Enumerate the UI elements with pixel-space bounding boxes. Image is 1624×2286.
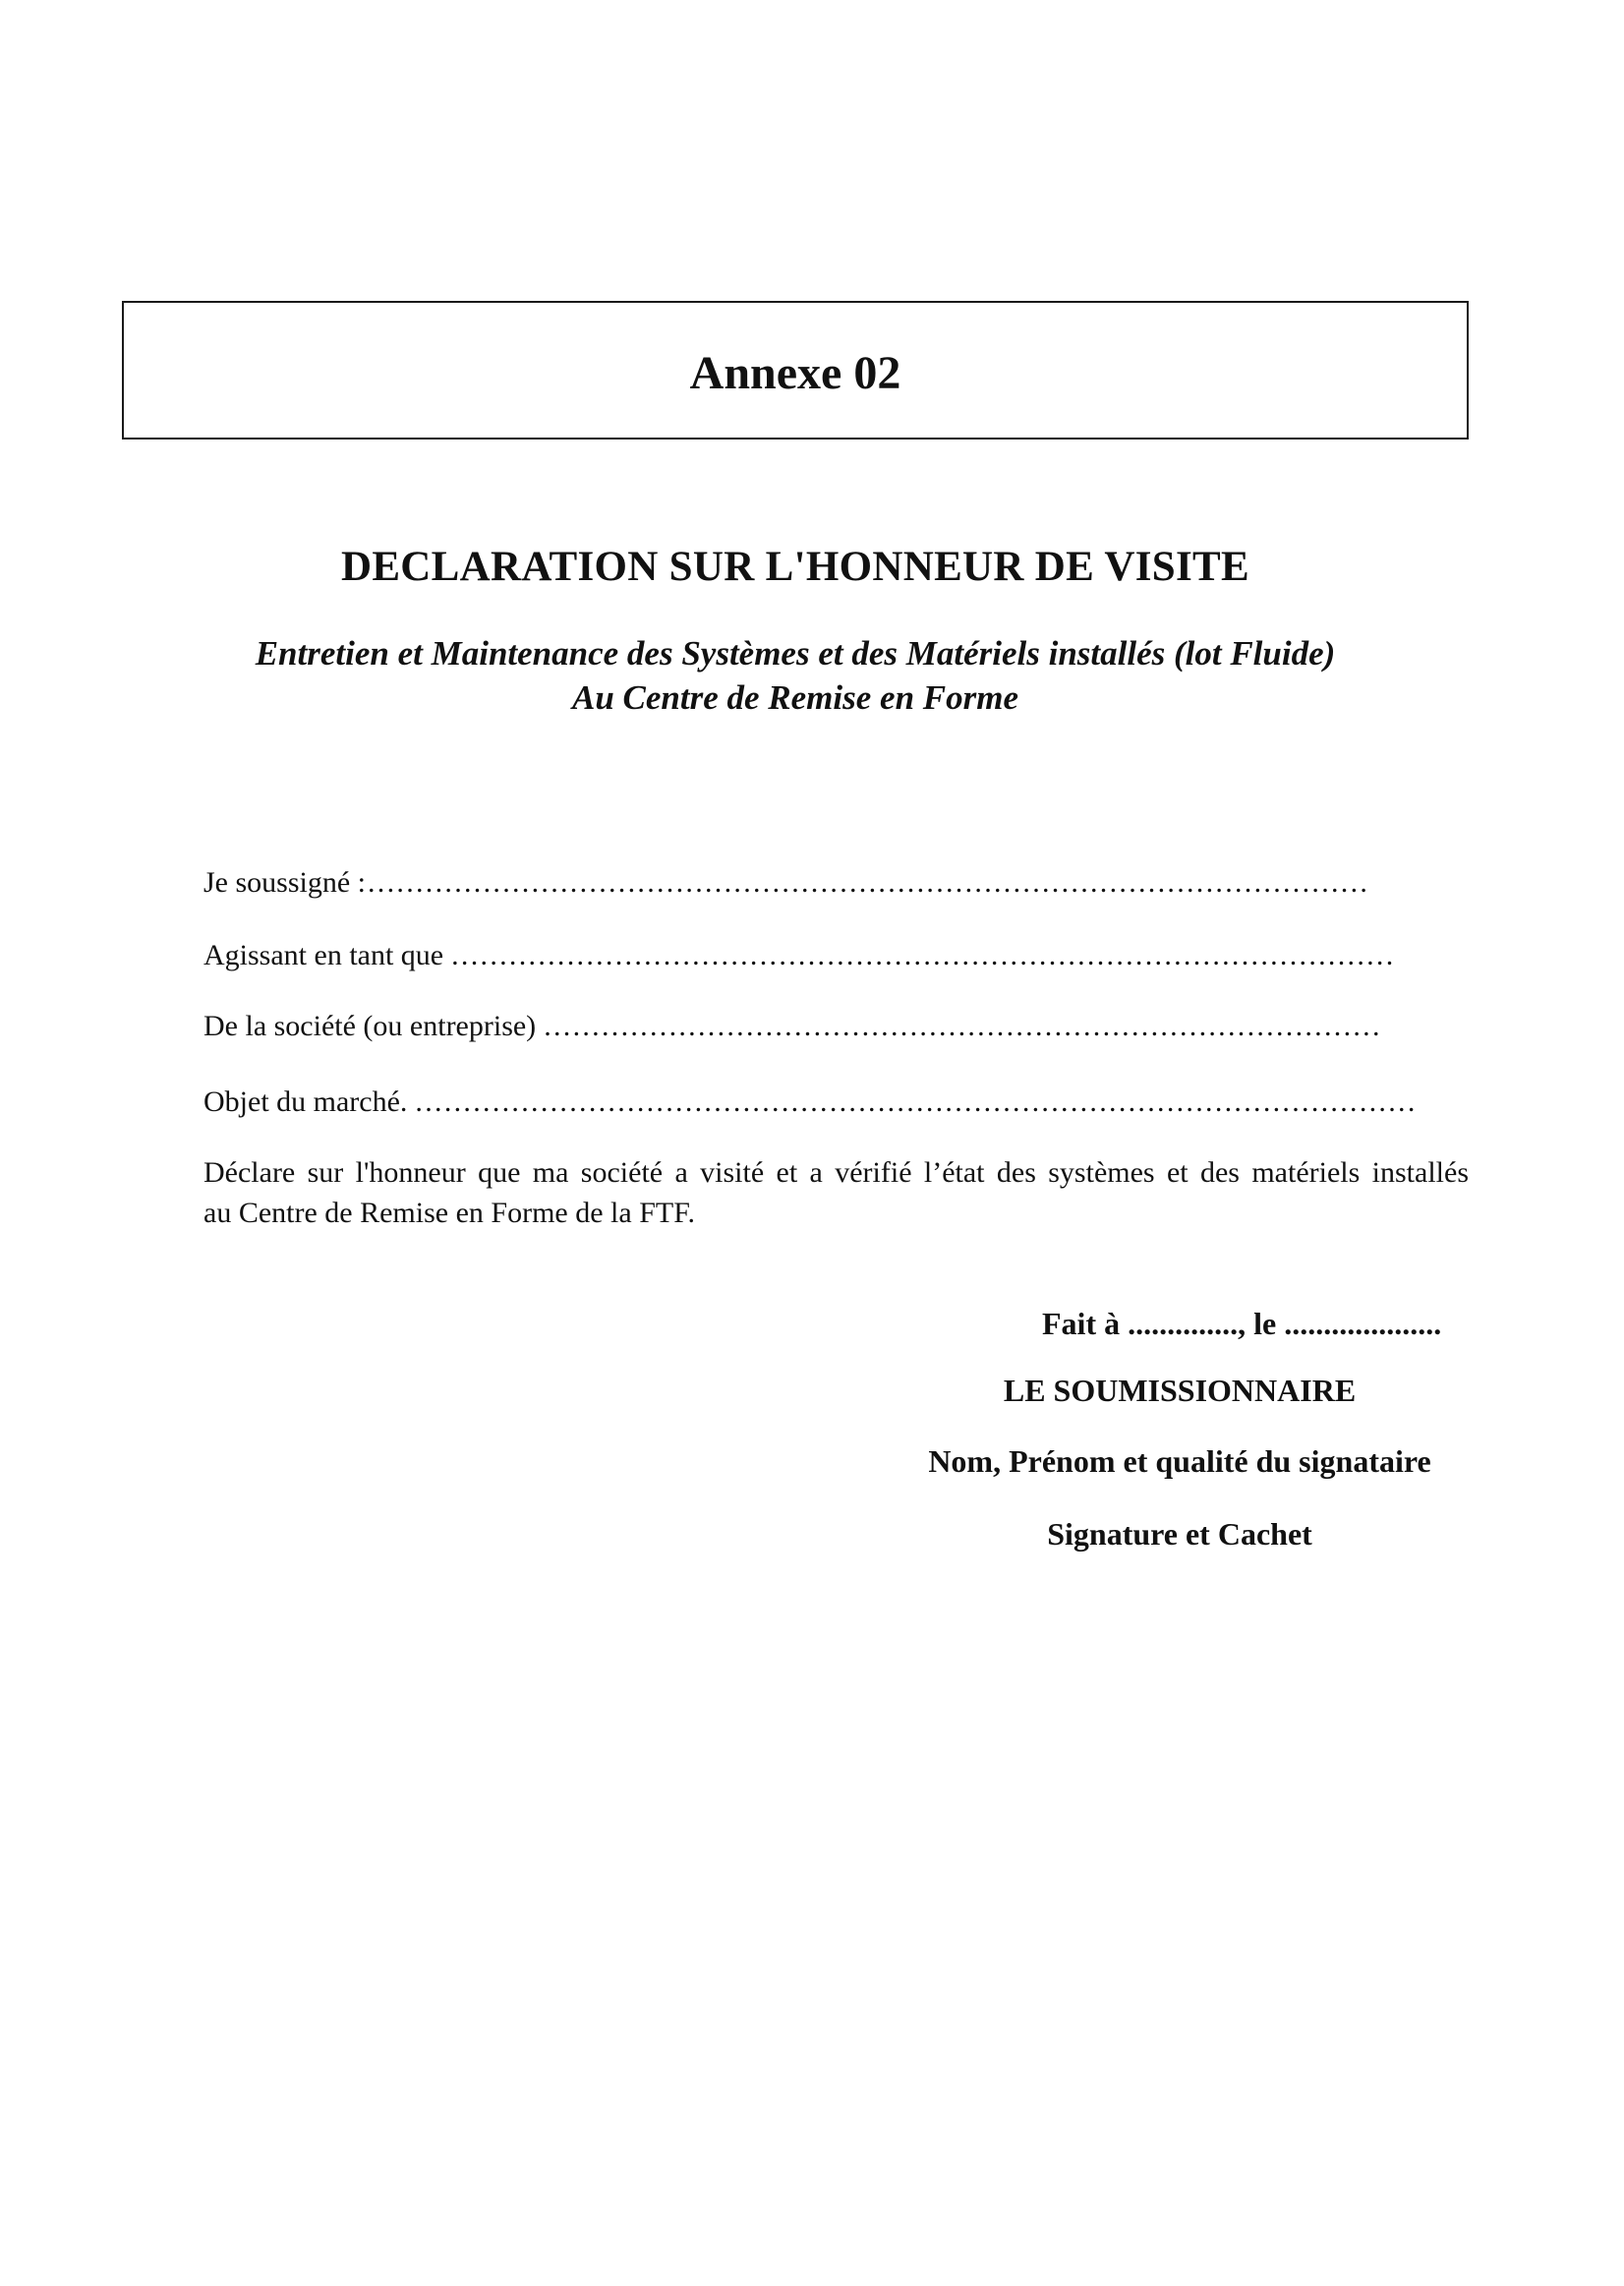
field-soussigne [203, 865, 1369, 901]
declaration-line-1: Déclare sur l'honneur que ma société a visité et a vérifié l’état des systèmes et des matériels installés [203, 1156, 1469, 1189]
field-dotted-blank: .................................................................................................. [451, 939, 1396, 971]
document-title: DECLARATION SUR L'HONNEUR DE VISITE [340, 544, 1250, 590]
field-dotted-blank: ....................................................................................... [544, 1010, 1382, 1042]
field-label: Agissant en tant que [203, 939, 444, 971]
annex-title: Annexe 02 [689, 347, 901, 399]
signatory-role: LE SOUMISSIONNAIRE [1003, 1373, 1357, 1408]
declaration-paragraph [203, 1152, 1469, 1233]
field-label: De la société (ou entreprise) [203, 1010, 537, 1042]
signature-stamp-line: Signature et Cachet [1047, 1516, 1312, 1552]
field-label: Je soussigné : [203, 866, 366, 899]
field-societe [203, 1009, 1382, 1044]
field-dotted-blank: ........................................................................................................ [368, 866, 1370, 899]
subtitle-line-2: Au Centre de Remise en Forme [571, 678, 1019, 717]
field-label: Objet du marché. [203, 1085, 408, 1118]
place-date-line: Fait à .............., le .................... [1042, 1306, 1442, 1341]
field-agissant [203, 938, 1396, 973]
declaration-line-2: au Centre de Remise en Forme de la FTF. [203, 1197, 695, 1229]
signatory-name-line: Nom, Prénom et qualité du signataire [928, 1443, 1431, 1479]
field-objet-marche [203, 1084, 1418, 1120]
field-dotted-blank: ........................................................................................................ [415, 1085, 1418, 1118]
subtitle-line-1: Entretien et Maintenance des Systèmes et des Matériels installés (lot Fluide) [255, 634, 1336, 673]
